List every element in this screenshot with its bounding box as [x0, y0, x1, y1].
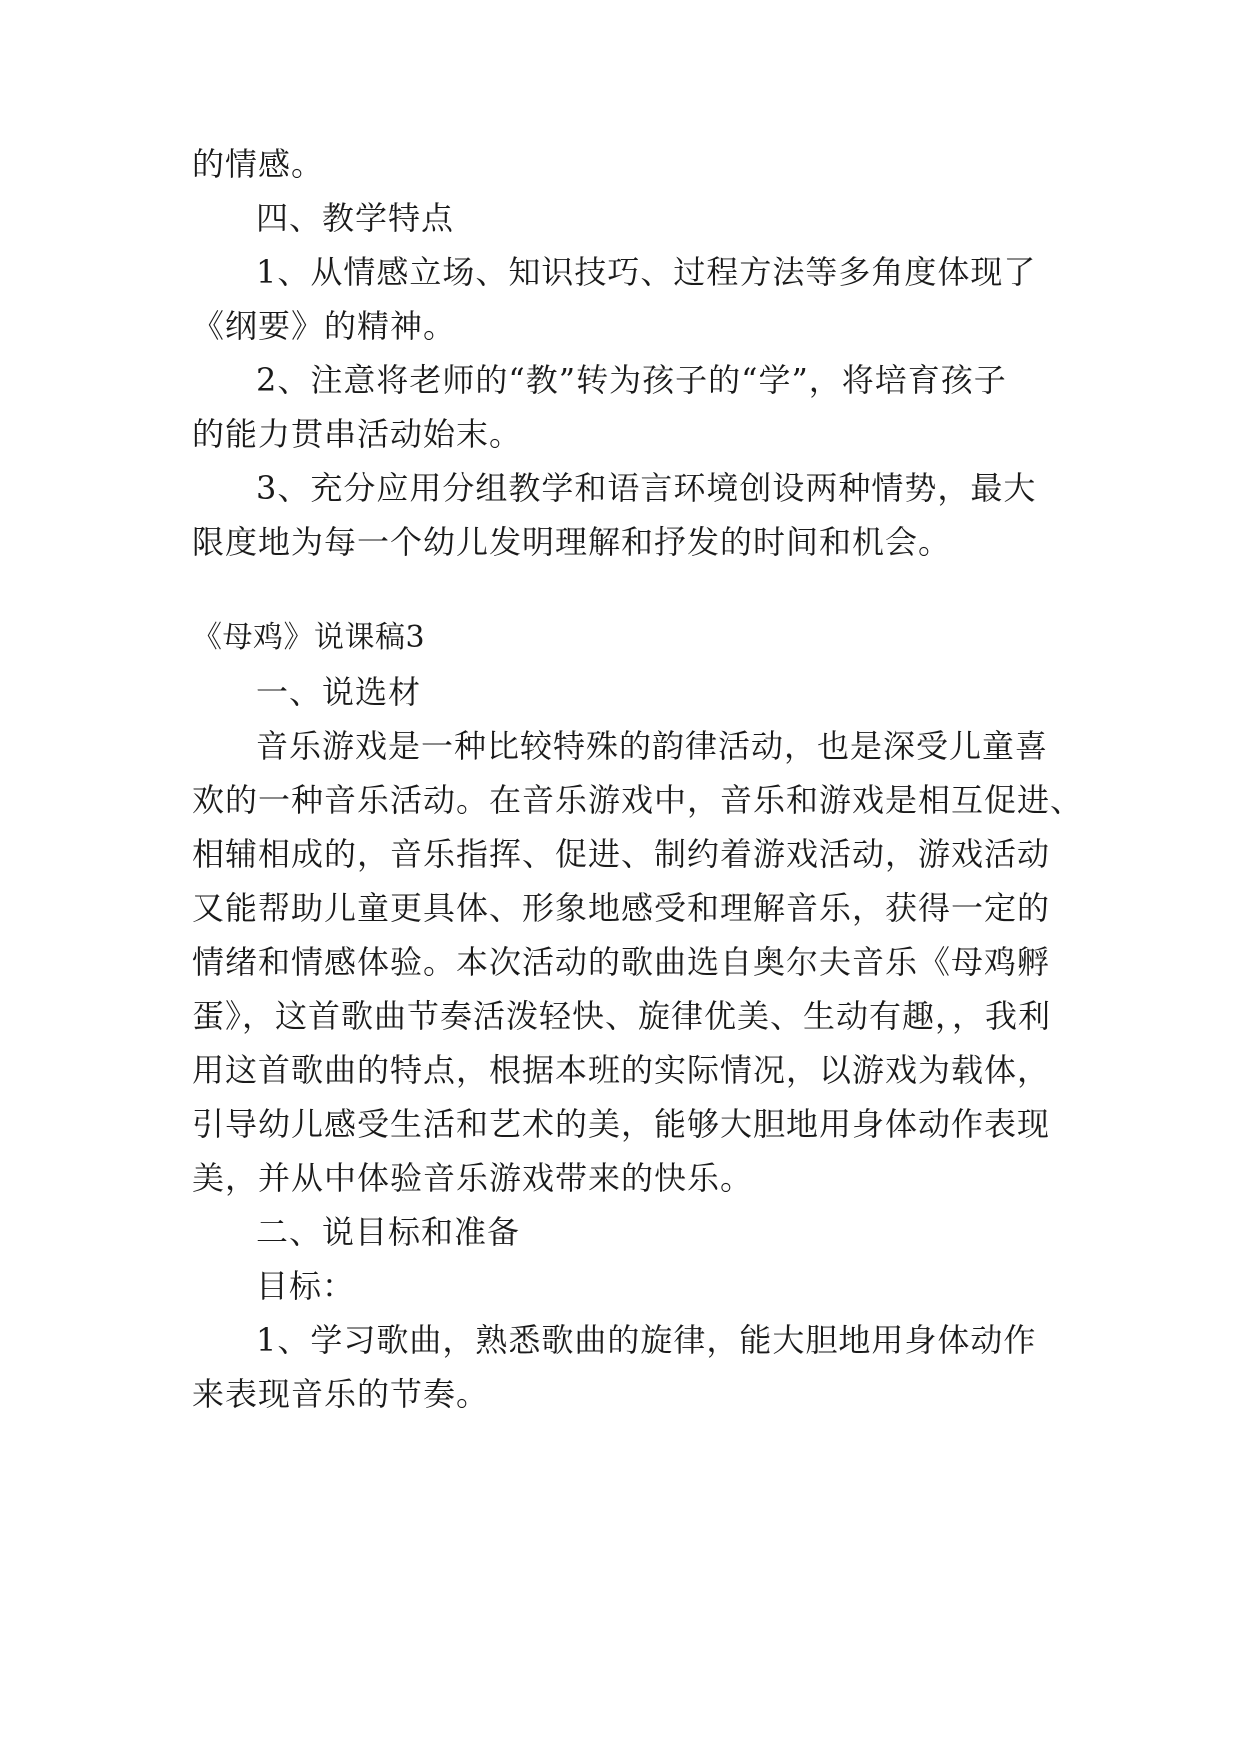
paragraph-line: 蛋》，这首歌曲节奏活泼轻快、旋律优美、生动有趣，，我利 [192, 997, 1052, 1035]
paragraph-line: 美，并从中体验音乐游戏带来的快乐。 [192, 1159, 754, 1197]
section-heading: 四、教学特点 [256, 199, 455, 237]
paragraph-line: 2、注意将老师的“教”转为孩子的“学”，将培育孩子 [256, 361, 1007, 399]
paragraph-line: 《纲要》的精神。 [192, 307, 457, 345]
paragraph-line: 3、充分应用分组教学和语言环境创设两种情势，最大 [256, 469, 1037, 507]
paragraph-line: 来表现音乐的节奏。 [192, 1375, 490, 1413]
paragraph-line: 引导幼儿感受生活和艺术的美，能够大胆地用身体动作表现 [192, 1105, 1051, 1143]
paragraph-line: 情绪和情感体验。本次活动的歌曲选自奥尔夫音乐《母鸡孵 [192, 943, 1051, 981]
paragraph-line: 又能帮助儿童更具体、形象地感受和理解音乐，获得一定的 [192, 889, 1051, 927]
paragraph-line: 的情感。 [192, 145, 325, 183]
paragraph-line: 限度地为每一个幼儿发明理解和抒发的时间和机会。 [192, 523, 952, 561]
paragraph-line: 音乐游戏是一种比较特殊的韵律活动，也是深受儿童喜 [256, 727, 1049, 765]
paragraph-line: 1、学习歌曲，熟悉歌曲的旋律，能大胆地用身体动作 [256, 1321, 1037, 1359]
paragraph-line: 欢的一种音乐活动。在音乐游戏中，音乐和游戏是相互促进、 [192, 781, 1084, 819]
paragraph-line: 相辅相成的，音乐指挥、促进、制约着游戏活动，游戏活动 [192, 835, 1051, 873]
paragraph-line: 1、从情感立场、知识技巧、过程方法等多角度体现了 [256, 253, 1037, 291]
document-title: 《母鸡》说课稿3 [192, 620, 426, 655]
section-heading: 一、说选材 [256, 673, 422, 711]
section-heading: 二、说目标和准备 [256, 1213, 521, 1251]
paragraph-line: 用这首歌曲的特点，根据本班的实际情况，以游戏为载体， [192, 1051, 1051, 1089]
paragraph-line: 的能力贯串活动始末。 [192, 415, 523, 453]
subheading: 目标： [256, 1267, 356, 1305]
